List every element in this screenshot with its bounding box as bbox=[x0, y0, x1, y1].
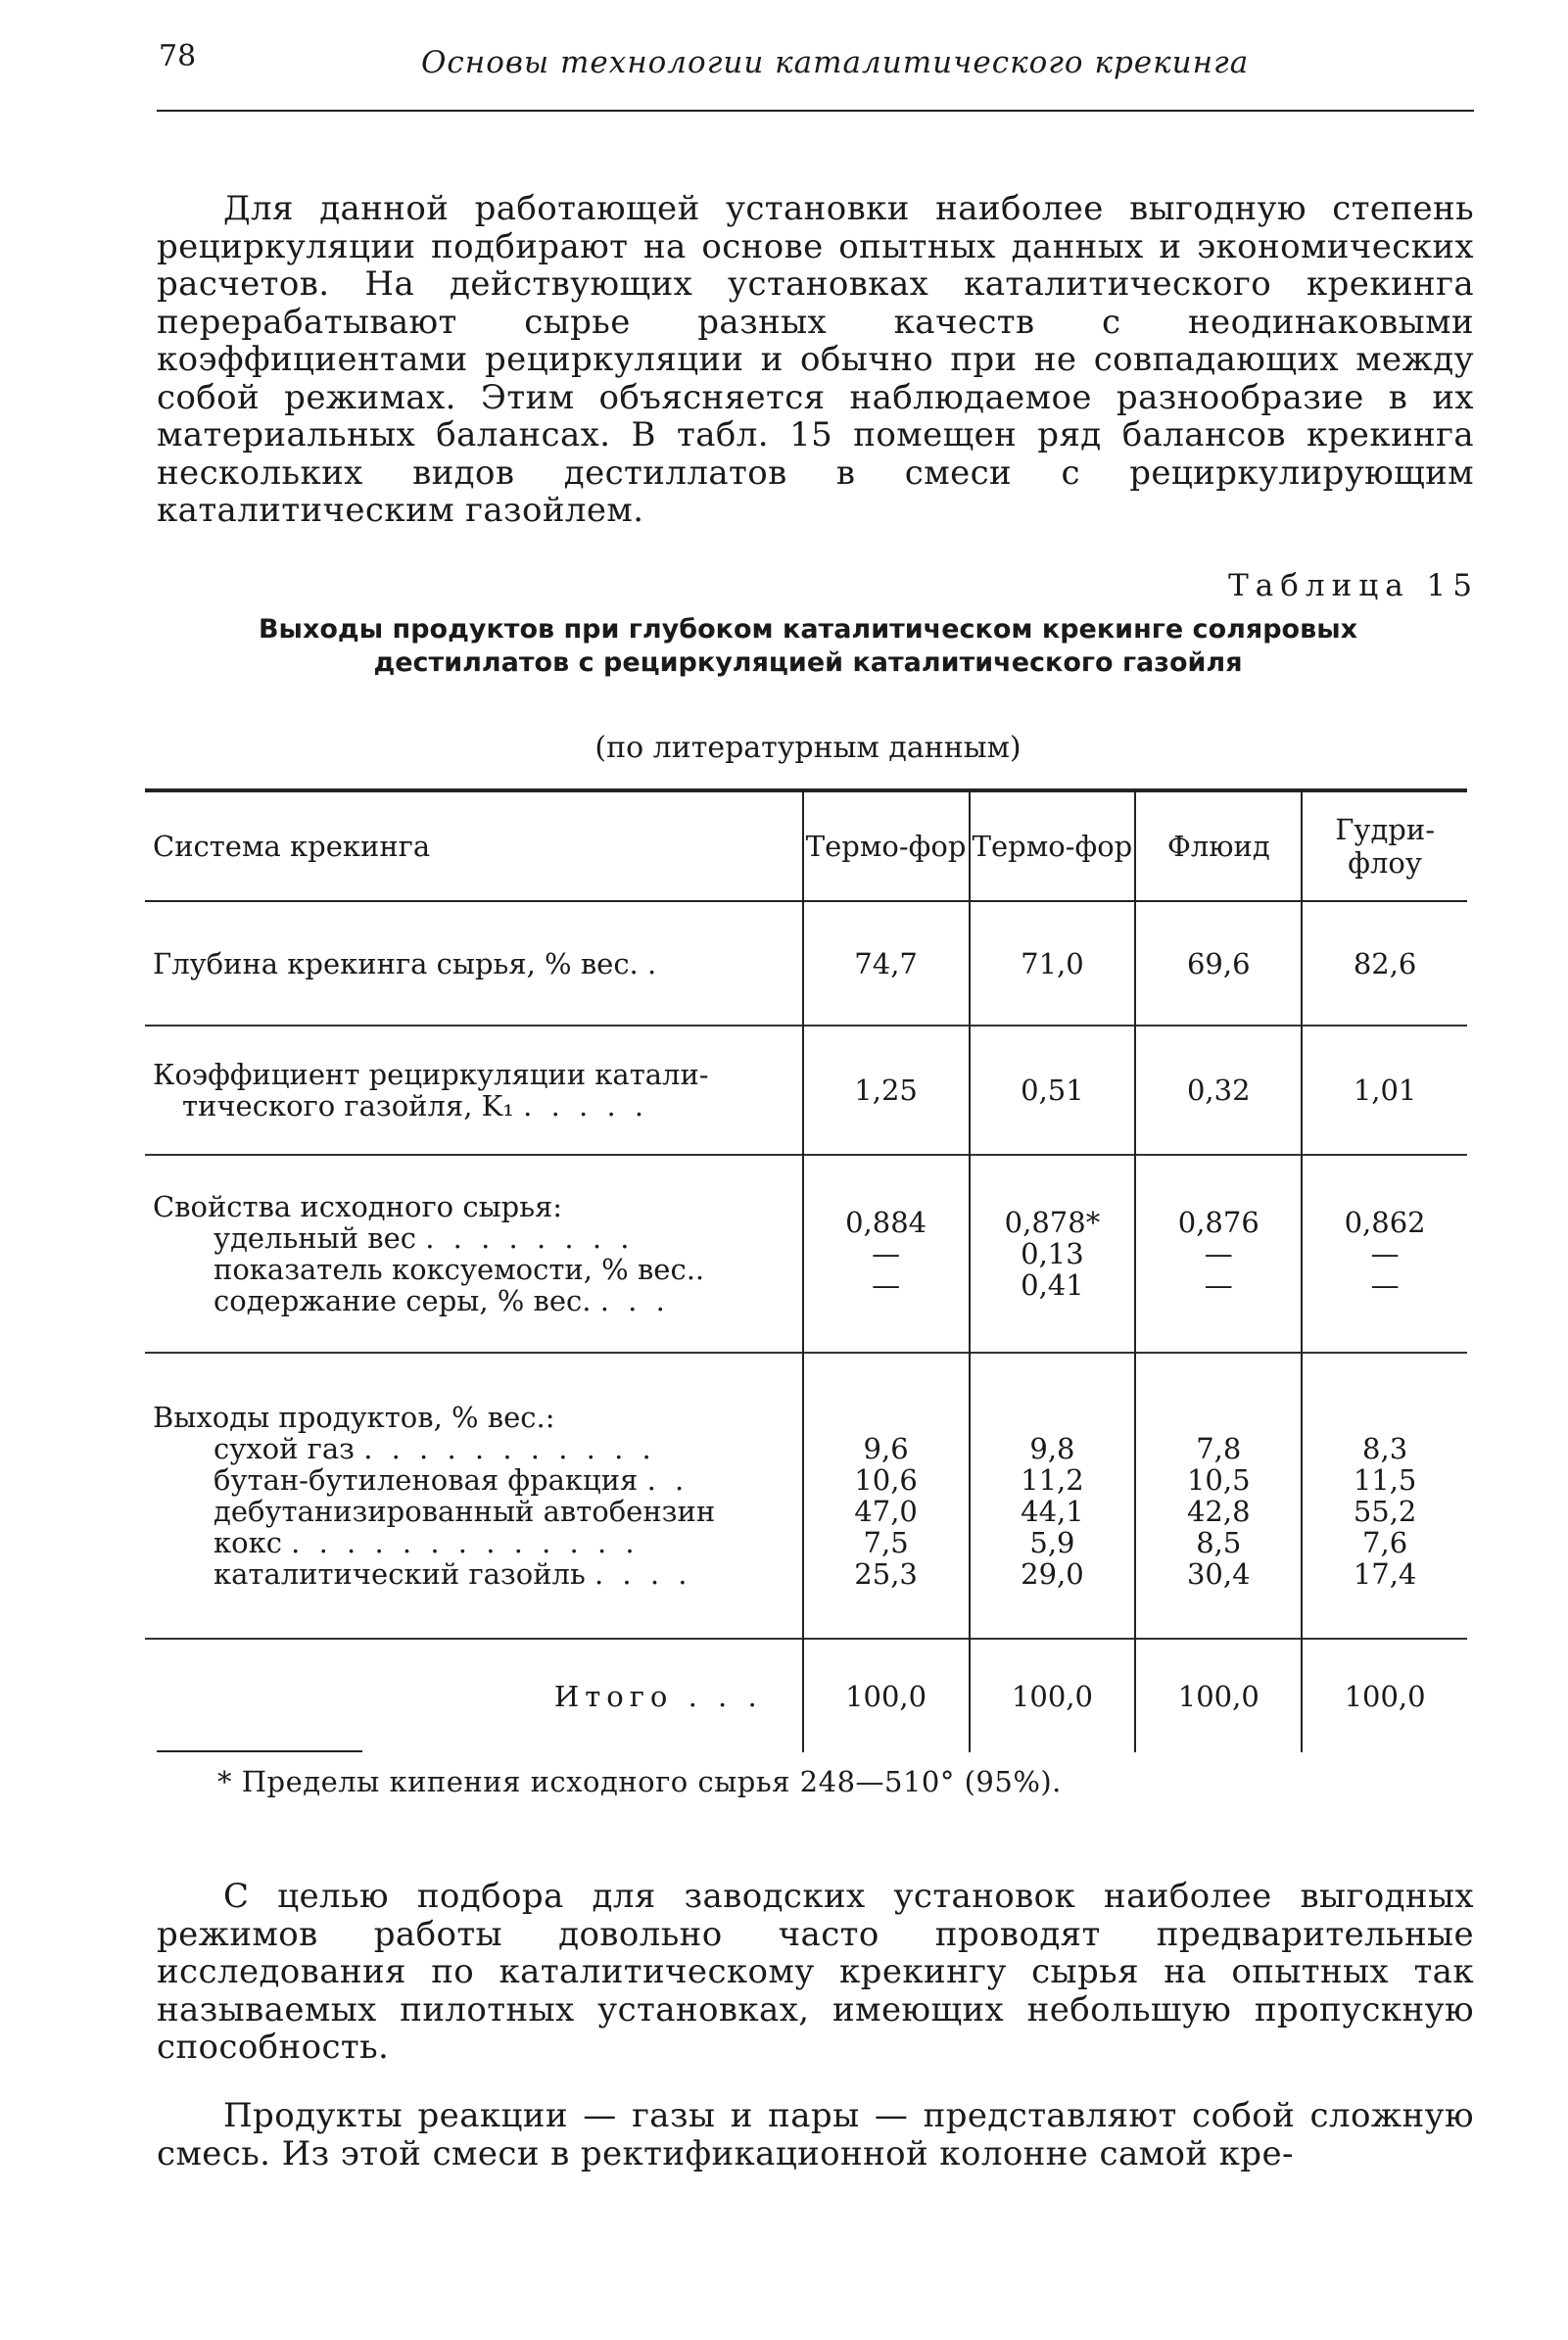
yield-value: 8,3 bbox=[1362, 1432, 1408, 1465]
depth-label: Глубина крекинга сырья, % вес. . bbox=[153, 946, 657, 980]
header-col-3: Флюид bbox=[1135, 790, 1302, 901]
header-system: Система крекинга bbox=[153, 830, 431, 863]
feed-values-col-4 bbox=[1302, 1155, 1467, 1353]
yield-value: 44,1 bbox=[1021, 1495, 1084, 1528]
table-row-yields bbox=[145, 1353, 1467, 1639]
recycle-label-cell bbox=[145, 1026, 803, 1155]
header-rule bbox=[157, 110, 1474, 112]
yield-value: 29,0 bbox=[1021, 1557, 1084, 1591]
table-row-recycle bbox=[145, 1026, 1467, 1155]
yield-value: 5,9 bbox=[1029, 1526, 1075, 1559]
feed-value: 0,41 bbox=[1021, 1268, 1084, 1302]
page-number: 78 bbox=[159, 39, 197, 73]
yield-value: 47,0 bbox=[854, 1495, 918, 1528]
depth-value-4: 82,6 bbox=[1302, 901, 1467, 1026]
feed-value: 0,876 bbox=[1177, 1206, 1259, 1239]
feed-value: — bbox=[872, 1268, 901, 1302]
depth-value-1: 74,7 bbox=[803, 901, 970, 1026]
yield-row-1-dots: . . . . . . . . . . . bbox=[363, 1432, 656, 1465]
yield-spacer bbox=[971, 1402, 1135, 1433]
yield-row-1-text: сухой газ bbox=[214, 1432, 355, 1465]
feed-value: 0,878* bbox=[1004, 1206, 1101, 1239]
feed-row-2-label bbox=[153, 1254, 802, 1285]
feed-value: — bbox=[872, 1237, 901, 1270]
feed-values-col-1 bbox=[803, 1155, 970, 1353]
yield-value: 55,2 bbox=[1353, 1495, 1417, 1528]
feed-values-col-2 bbox=[970, 1155, 1136, 1353]
depth-value-3: 69,6 bbox=[1135, 901, 1302, 1026]
header-col-2: Термо-фор bbox=[970, 790, 1136, 901]
recycle-value-2: 0,51 bbox=[970, 1026, 1136, 1155]
recycle-value-4: 1,01 bbox=[1302, 1026, 1467, 1155]
running-head bbox=[157, 39, 1469, 118]
table-header-row bbox=[145, 790, 1467, 901]
yield-values-col-4 bbox=[1302, 1353, 1467, 1639]
yield-spacer bbox=[1136, 1402, 1301, 1433]
yield-values-col-3 bbox=[1135, 1353, 1302, 1639]
recycle-dots: . . . . . bbox=[523, 1089, 649, 1122]
yields-label-cell bbox=[145, 1353, 803, 1639]
yield-value: 42,8 bbox=[1186, 1495, 1251, 1528]
yield-spacer bbox=[1303, 1402, 1467, 1433]
header-col-4: Гудри-флоу bbox=[1302, 790, 1467, 901]
paragraph-pilot: С целью подбора для заводских установок наиболее выгодных режимов работы довольно часто проводят предварительные исследования по каталитическому крекингу сырья на опытных так называемых пилотных установках, имеющих небольшую пропускную способность. bbox=[157, 1877, 1474, 2067]
footnote: * Пределы кипения исходного сырья 248—510° (95%). bbox=[217, 1765, 1062, 1798]
feed-values-col-3 bbox=[1135, 1155, 1302, 1353]
total-label-cell bbox=[145, 1639, 803, 1752]
footnote-rule bbox=[157, 1750, 362, 1752]
feed-row-1-text: удельный вес bbox=[214, 1221, 416, 1255]
feed-value: — bbox=[1204, 1237, 1233, 1270]
yield-row-4-label bbox=[153, 1527, 802, 1558]
recycle-label-line2-wrap bbox=[153, 1090, 802, 1122]
yield-value: 17,4 bbox=[1353, 1557, 1417, 1591]
feed-row-1-label bbox=[153, 1222, 802, 1254]
yield-value: 9,6 bbox=[863, 1432, 909, 1465]
feed-row-3-text: содержание серы, % вес. bbox=[214, 1284, 592, 1317]
yield-value: 25,3 bbox=[854, 1557, 918, 1591]
feed-row-2-dots: . bbox=[694, 1253, 710, 1286]
total-label: Итого . . . bbox=[553, 1679, 763, 1713]
feed-row-1-dots: . . . . . . . . bbox=[425, 1221, 635, 1255]
yield-values-col-1 bbox=[803, 1353, 970, 1639]
table-label: Таблица 15 bbox=[1228, 568, 1479, 603]
table-row-total bbox=[145, 1639, 1467, 1752]
yield-values-col-2 bbox=[970, 1353, 1136, 1639]
yields-table bbox=[145, 788, 1467, 1752]
yield-row-2-label bbox=[153, 1464, 802, 1496]
feed-value: 0,13 bbox=[1021, 1237, 1084, 1270]
yield-row-2-text: бутан-бутиленовая фракция bbox=[214, 1463, 639, 1497]
feed-row-3-dots: . . . bbox=[599, 1284, 670, 1317]
yield-value: 30,4 bbox=[1186, 1557, 1251, 1591]
yield-row-5-label bbox=[153, 1558, 802, 1590]
yield-value: 10,6 bbox=[854, 1463, 918, 1497]
yield-row-5-text: каталитический газойль bbox=[214, 1557, 586, 1591]
yield-value: 11,2 bbox=[1021, 1463, 1084, 1497]
yield-value: 7,8 bbox=[1196, 1432, 1242, 1465]
feed-row-3-label bbox=[153, 1285, 802, 1316]
recycle-value-1: 1,25 bbox=[803, 1026, 970, 1155]
yield-value: 9,8 bbox=[1029, 1432, 1075, 1465]
yield-value: 8,5 bbox=[1196, 1526, 1242, 1559]
yield-value: 11,5 bbox=[1353, 1463, 1417, 1497]
feed-row-2-text: показатель коксуемости, % вес. bbox=[214, 1253, 695, 1286]
yield-value: 7,6 bbox=[1362, 1526, 1408, 1559]
yield-spacer bbox=[804, 1402, 969, 1433]
feed-value: — bbox=[1370, 1237, 1400, 1270]
table-row-feed bbox=[145, 1155, 1467, 1353]
paragraph-products: Продукты реакции — газы и пары — представляют собой сложную смесь. Из этой смеси в ректификационной колонне самой кре- bbox=[157, 2096, 1474, 2173]
yield-row-2-dots: . . bbox=[646, 1463, 689, 1497]
feed-value: 0,884 bbox=[845, 1206, 927, 1239]
yield-value: 10,5 bbox=[1186, 1463, 1251, 1497]
table-row-depth bbox=[145, 901, 1467, 1026]
yield-row-4-text: кокс bbox=[214, 1526, 282, 1559]
table-title: Выходы продуктов при глубоком каталитическом крекинге соляровых дестиллатов с рециркуляцией каталитического газойля bbox=[258, 614, 1358, 678]
header-col-1: Термо-фор bbox=[803, 790, 970, 901]
total-value-4: 100,0 bbox=[1302, 1639, 1467, 1752]
feed-value: — bbox=[1370, 1268, 1400, 1302]
total-value-1: 100,0 bbox=[803, 1639, 970, 1752]
yield-row-3-label bbox=[153, 1496, 802, 1527]
yield-value: 7,5 bbox=[863, 1526, 909, 1559]
feed-value: — bbox=[1204, 1268, 1233, 1302]
depth-value-2: 71,0 bbox=[970, 901, 1136, 1026]
feed-title: Свойства исходного сырья: bbox=[153, 1190, 563, 1223]
recycle-label-line2: тического газойля, K₁ bbox=[182, 1089, 514, 1122]
yields-title: Выходы продуктов, % вес.: bbox=[153, 1401, 555, 1434]
total-value-3: 100,0 bbox=[1135, 1639, 1302, 1752]
paragraph-intro: Для данной работающей установки наиболее выгодную степень рециркуляции подбирают на основе опытных данных и экономических расчетов. На действующих установках каталитического крекинга перерабатывают сырье разных качеств с неодинаковыми коэффициентами рециркуляции и обычно при не совпадающих между собой режимах. Этим объясняется наблюдаемое разнообразие в их материальных балансах. В табл. 15 помещен ряд балансов крекинга нескольких видов дестиллатов в смеси с рециркулирующим каталитическим газойлем. bbox=[157, 189, 1474, 530]
recycle-value-3: 0,32 bbox=[1135, 1026, 1302, 1155]
total-value-2: 100,0 bbox=[970, 1639, 1136, 1752]
feed-value: 0,862 bbox=[1344, 1206, 1426, 1239]
running-title: Основы технологии каталитического крекинга bbox=[421, 45, 1250, 80]
yield-row-1-label bbox=[153, 1433, 802, 1464]
recycle-label-line1: Коэффициент рециркуляции катали- bbox=[153, 1058, 709, 1091]
feed-label-cell bbox=[145, 1155, 803, 1353]
yield-row-3-text: дебутанизированный автобензин bbox=[214, 1495, 716, 1528]
table-subtitle: (по литературным данным) bbox=[594, 731, 1022, 765]
yield-row-5-dots: . . . . bbox=[594, 1557, 692, 1591]
yield-row-4-dots: . . . . . . . . . . . . . bbox=[291, 1526, 640, 1559]
